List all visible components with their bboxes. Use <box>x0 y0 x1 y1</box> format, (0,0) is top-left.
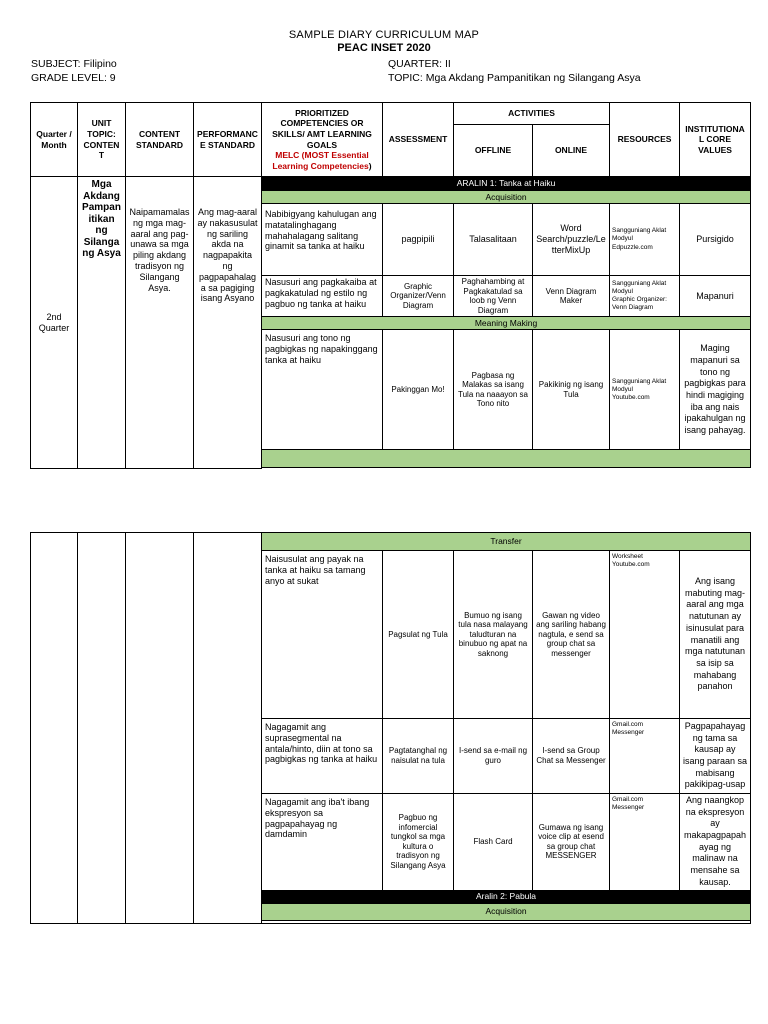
header-offline: OFFLINE <box>454 125 533 177</box>
header-online: ONLINE <box>533 125 610 177</box>
header-assessment: ASSESSMENT <box>383 103 454 177</box>
quarter-cell: 2nd Quarter <box>31 177 78 469</box>
lesson-1-banner: ARALIN 1: Tanka at Haiku <box>262 177 751 191</box>
offline-activity-cell: Pagbasa ng Malakas sa isang Tula na naaayon sa Tono nito <box>454 330 533 450</box>
quarter-label: QUARTER: II <box>388 58 451 70</box>
header-activities: ACTIVITIES <box>454 103 610 125</box>
competency-cell: Nasusuri ang tono ng pagbigkas ng napakinggang tanka at haiku <box>262 330 383 450</box>
offline-activity-cell: I-send sa e-mail ng guro <box>454 719 533 794</box>
competency-cell: Nabibigyang kahulugan ang matatalinghagang mahahalagang salitang ginamit sa tanka at haiku <box>262 204 383 276</box>
spacer <box>262 468 751 469</box>
offline-activity-cell: Bumuo ng isang tula nasa malayang taludturan na binubuo ng apat na saknong <box>454 551 533 719</box>
performance-standard-cell: Ang mag-aaral ay nakasusulat ng sariling akda na nagpapakita ng pagpapahalaga sa pagiging isang Asyano <box>194 177 262 469</box>
unit-topic-cell: Mga Akdang Pampanitikan ng Silangang Asya <box>78 177 126 469</box>
melc-paren: ) <box>368 160 372 171</box>
competency-cell: Nagagamit ang iba't ibang ekspresyon sa pagpapahayag ng damdamin <box>262 794 383 891</box>
online-activity-cell: I-send sa Group Chat sa Messenger <box>533 719 610 794</box>
resources-cell: Gmail.com Messenger <box>610 794 680 891</box>
lesson-2-banner: Aralin 2: Pabula <box>262 890 751 903</box>
online-activity-cell: Word Search/puzzle/LetterMixUp <box>533 204 610 276</box>
offline-activity-cell: Talasalitaan <box>454 204 533 276</box>
grade-level-label: GRADE LEVEL: 9 <box>31 72 116 84</box>
online-activity-cell: Venn Diagram Maker <box>533 276 610 317</box>
melc-note: MELC (MOST Essential Learning Competencies <box>272 150 369 171</box>
core-value-cell: Maging mapanuri sa tono ng pagbigkas para hindi magiging iba ang nais ipakahulgan ng isang pahayag. <box>680 330 751 450</box>
topic-label: TOPIC: Mga Akdang Pampanitikan ng Silangang Asya <box>388 72 641 84</box>
header-resources: RESOURCES <box>610 103 680 177</box>
assessment-cell: Graphic Organizer/Venn Diagram <box>383 276 454 317</box>
resources-cell: Sangguniang Aklat Modyul Youtube.com <box>610 330 680 450</box>
core-value-cell: Ang naangkop na ekspresyon ay makapagpapahayag ng malinaw na mensahe sa kausap. <box>680 794 751 891</box>
empty-performance-cell <box>194 533 262 924</box>
assessment-cell: Pagbuo ng infomercial tungkol sa mga kultura o tradisyon ng Silangang Asya <box>383 794 454 891</box>
online-activity-cell: Gumawa ng isang voice clip at esend sa group chat MESSENGER <box>533 794 610 891</box>
core-value-cell: Pagpapahayag ng tama sa kausap ay isang paraan sa mabisang pakikipag-usap <box>680 719 751 794</box>
core-value-cell: Mapanuri <box>680 276 751 317</box>
empty-quarter-cell <box>31 533 78 924</box>
subject-label: SUBJECT: Filipino <box>31 58 117 70</box>
curriculum-table-2 <box>30 532 751 924</box>
core-value-cell: Ang isang mabuting mag-aaral ang mga natutunan ay isinusulat para manatili ang mga natutunan sa isip sa mahabang panahon <box>680 551 751 719</box>
competency-cell: Nagagamit ang suprasegmental na antala/hinto, diin at tono sa pagbigkas ng tanka at haiku <box>262 719 383 794</box>
assessment-cell: Pakinggan Mo! <box>383 330 454 450</box>
header-unit-topic: UNIT TOPIC: CONTENT <box>78 103 126 177</box>
phase-acquisition-band: Acquisition <box>262 191 751 204</box>
resources-cell: Gmail.com Messenger <box>610 719 680 794</box>
assessment-cell: Pagtatanghal ng naisulat na tula <box>383 719 454 794</box>
document-subtitle: PEAC INSET 2020 <box>337 42 431 54</box>
phase-transfer-band: Transfer <box>262 533 751 551</box>
phase-meaning-making-band: Meaning Making <box>262 317 751 330</box>
offline-activity-cell: Paghahambing at Pagkakatulad sa loob ng Venn Diagram <box>454 276 533 317</box>
header-quarter-month: Quarter / Month <box>31 103 78 177</box>
core-value-cell: Pursigido <box>680 204 751 276</box>
offline-activity-cell: Flash Card <box>454 794 533 891</box>
header-performance-standard: PERFORMANCE STANDARD <box>194 103 262 177</box>
empty-bottom-row <box>262 920 751 923</box>
resources-cell: Worksheet Youtube.com <box>610 551 680 719</box>
curriculum-table-1 <box>30 102 751 469</box>
empty-green-band <box>262 450 751 468</box>
header-content-standard: CONTENT STANDARD <box>126 103 194 177</box>
online-activity-cell: Pakikinig ng isang Tula <box>533 330 610 450</box>
header-core-values: INSTITUTIONAL CORE VALUES <box>680 103 751 177</box>
empty-unit-cell <box>78 533 126 924</box>
document-title: SAMPLE DIARY CURRICULUM MAP <box>288 29 480 41</box>
competency-cell: Nasusuri ang pagkakaiba at pagkakatulad ng estilo ng pagbuo ng tanka at haiku <box>262 276 383 317</box>
phase-acquisition-band-2: Acquisition <box>262 903 751 920</box>
content-standard-cell: Naipamamalas ng mga mag-aaral ang pag-unawa sa mga piling akdang tradisyon ng Silangang Asya. <box>126 177 194 469</box>
resources-cell: Sangguniang Aklat Modyul Edpuzzle.com <box>610 204 680 276</box>
empty-content-cell <box>126 533 194 924</box>
header-competencies <box>262 103 383 177</box>
online-activity-cell: Gawan ng video ang sariling habang nagtula, e send sa group chat sa messenger <box>533 551 610 719</box>
competency-cell: Naisusulat ang payak na tanka at haiku sa tamang anyo at sukat <box>262 551 383 719</box>
header-competencies-label: PRIORITIZED COMPETENCIES OR SKILLS/ AMT LEARNING GOALS <box>272 107 372 150</box>
resources-cell: Sangguniang Aklat Modyul Graphic Organizer: Venn Diagram <box>610 276 680 317</box>
assessment-cell: Pagsulat ng Tula <box>383 551 454 719</box>
assessment-cell: pagpipili <box>383 204 454 276</box>
